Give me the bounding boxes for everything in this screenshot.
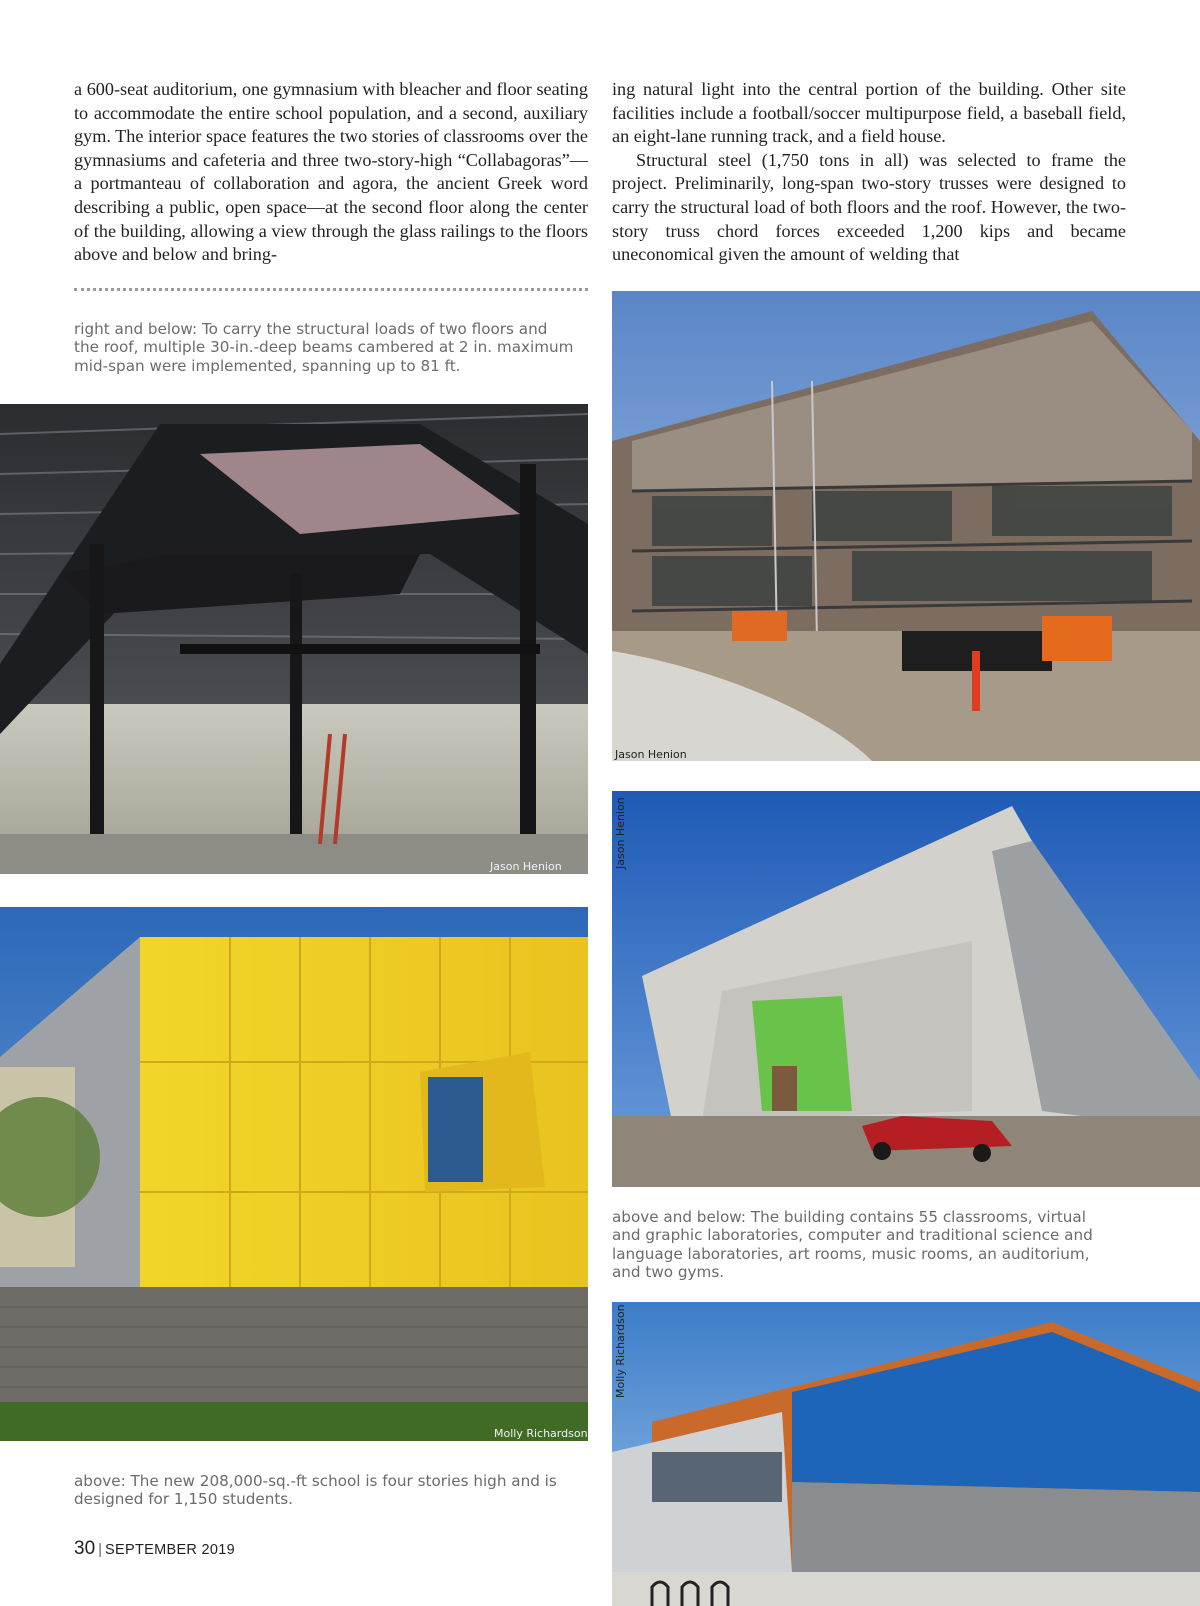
page-number: 30 <box>74 1538 96 1559</box>
left-column-paragraph: a 600-seat auditorium, one gymnasium with bleacher and floor seating to accommodate the entire school population, and a second, auxiliary gym. The interior space features the two stories of classrooms over the gymnasiums and cafeteria and three two-story-high “Collabagoras”—a portmanteau of collaboration and agora, the ancient Greek word describing a public, open space—at the second floor along the center of the building, allowing a view through the glass railings to the floors above and below and bring- <box>74 79 588 265</box>
footer-separator: | <box>98 1541 103 1558</box>
photo-credit: Molly Richardson <box>614 1304 627 1398</box>
caption-beams: right and below: To carry the structural loads of two floors and the roof, multiple 30-in.-deep beams cambered at 2 in. maximum mid-span were implemented, spanning up to 81 ft. <box>74 320 574 375</box>
issue-date: SEPTEMBER 2019 <box>105 1542 235 1558</box>
right-column-text <box>612 78 1126 267</box>
right-column-paragraph-1: ing natural light into the central portion of the building. Other site facilities include a football/soccer multipurpose field, a baseball field, an eight-lane running track, and a field house. <box>612 79 1126 147</box>
photo-credit: Jason Henion <box>490 860 562 873</box>
photo-glass-facade <box>612 1302 1200 1606</box>
dotted-divider <box>74 288 588 291</box>
caption-school: above: The new 208,000-sq.-ft school is four stories high and is designed for 1,150 students. <box>74 1472 557 1509</box>
page-footer <box>74 1538 235 1560</box>
left-column-text <box>74 78 588 267</box>
photo-credit: Molly Richardson <box>494 1427 588 1440</box>
photo-angled-facade <box>612 791 1200 1187</box>
photo-construction-site <box>612 291 1200 761</box>
right-column-paragraph-2: Structural steel (1,750 tons in all) was selected to frame the project. Preliminarily, long-span two-story trusses were designed to carry the structural load of both floors and the roof. However, the two-story truss chord forces exceeded 1,200 kips and became uneconomical given the amount of welding that <box>612 149 1126 265</box>
photo-credit: Jason Henion <box>615 748 687 761</box>
photo-steel-beams <box>0 404 588 874</box>
photo-credit: Jason Henion <box>614 797 627 869</box>
caption-building: above and below: The building contains 55 classrooms, virtual and graphic laboratories, computer and traditional science and language laboratories, art rooms, music rooms, an auditorium, and two gyms. <box>612 1208 1093 1282</box>
photo-yellow-facade <box>0 907 588 1441</box>
